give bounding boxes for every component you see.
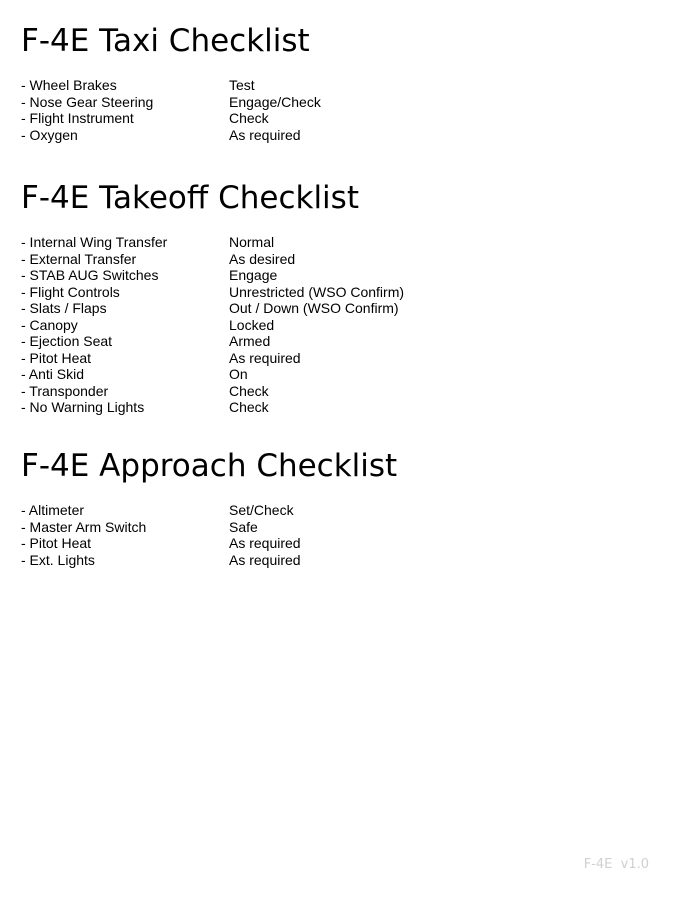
checklist-value: Test: [229, 77, 255, 93]
checklist-item: - Flight Instrument: [21, 110, 134, 126]
checklist-row: [21, 333, 661, 350]
checklist-row: [21, 535, 661, 552]
checklist-row: [21, 383, 661, 400]
checklist-row: [21, 350, 661, 367]
checklist-value: Engage/Check: [229, 93, 321, 110]
checklist-value: As required: [229, 349, 301, 366]
checklist-value: Set/Check: [229, 502, 294, 518]
checklist-row: [21, 300, 661, 317]
checklist-item: - STAB AUG Switches: [21, 267, 159, 283]
checklist-value: As desired: [229, 250, 296, 267]
checklist-item: - Slats / Flaps: [21, 300, 107, 316]
checklist-row: [21, 366, 661, 383]
checklist-value: As required: [229, 126, 301, 143]
checklist-item: - Wheel Brakes: [21, 77, 117, 93]
takeoff-checklist-section: [21, 179, 661, 416]
checklist-item: - External Transfer: [21, 250, 137, 267]
checklist-items: [21, 502, 661, 568]
checklist-row: [21, 267, 661, 284]
section-title: F-4E Takeoff Checklist: [21, 180, 359, 216]
checklist-row: [21, 284, 661, 301]
checklist-value: Locked: [229, 316, 275, 333]
checklist-row: [21, 399, 661, 416]
checklist-value: On: [229, 366, 248, 382]
checklist-item: - Pitot Heat: [21, 535, 92, 551]
checklist-value: Out / Down (WSO Confirm): [229, 300, 399, 316]
checklist-row: [21, 77, 661, 94]
checklist-row: [21, 317, 661, 334]
checklist-item: - Ext. Lights: [21, 551, 95, 568]
checklist-item: - Nose Gear Steering: [21, 93, 154, 110]
checklist-item: - Master Arm Switch: [21, 518, 147, 535]
checklist-item: - Canopy: [21, 316, 78, 333]
taxi-checklist-section: [21, 22, 661, 143]
checklist-item: - Flight Controls: [21, 283, 120, 300]
checklist-value: Check: [229, 110, 269, 126]
checklist-item: - Anti Skid: [21, 366, 85, 382]
checklist-value: Normal: [229, 234, 275, 250]
checklist-item: - Transponder: [21, 382, 109, 399]
checklist-item: - Internal Wing Transfer: [21, 234, 168, 250]
checklist-row: [21, 552, 661, 569]
section-title: F-4E Approach Checklist: [21, 448, 398, 484]
checklist-value: Engage: [229, 267, 278, 283]
checklist-row: [21, 502, 661, 519]
checklist-value: Check: [229, 399, 269, 415]
checklist-items: [21, 77, 661, 143]
checklist-row: [21, 127, 661, 144]
checklist-value: Check: [229, 382, 269, 399]
checklist-row: [21, 110, 661, 127]
checklist-value: Safe: [229, 518, 258, 535]
section-title: F-4E Taxi Checklist: [21, 23, 310, 59]
checklist-value: Unrestricted (WSO Confirm): [229, 283, 405, 300]
checklist-row: [21, 234, 661, 251]
checklist-row: [21, 94, 661, 111]
version-footer: F-4E v1.0: [583, 857, 649, 872]
checklist-value: Armed: [229, 333, 271, 349]
checklist-item: - Oxygen: [21, 126, 78, 143]
checklist-value: As required: [229, 551, 301, 568]
checklist-row: [21, 519, 661, 536]
checklist-item: - Pitot Heat: [21, 349, 92, 366]
checklist-item: - No Warning Lights: [21, 399, 145, 415]
checklist-item: - Altimeter: [21, 502, 85, 518]
approach-checklist-section: [21, 447, 661, 568]
checklist-value: As required: [229, 535, 301, 551]
checklist-items: [21, 234, 661, 416]
checklist-item: - Ejection Seat: [21, 333, 113, 349]
checklist-row: [21, 251, 661, 268]
